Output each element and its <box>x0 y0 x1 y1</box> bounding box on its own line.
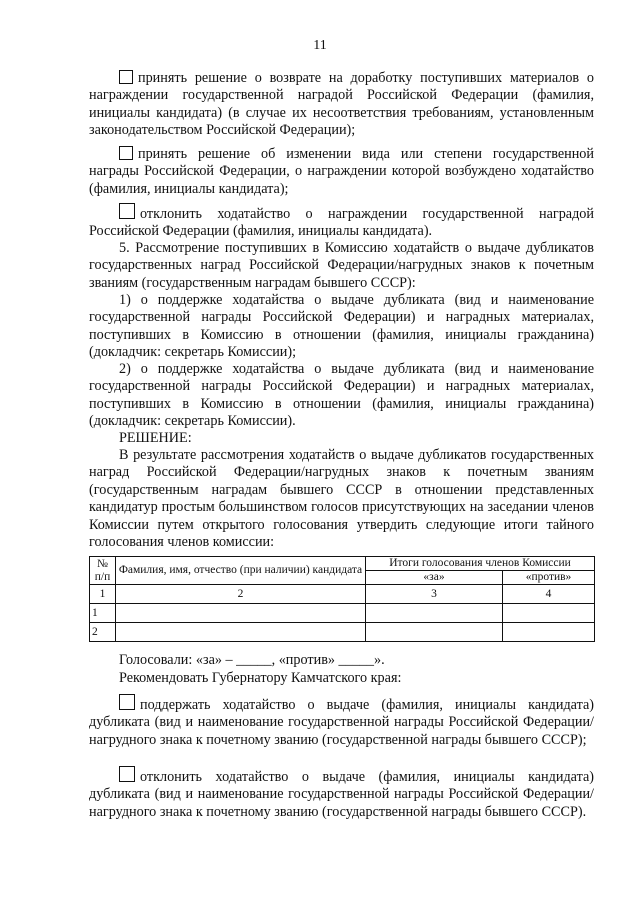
recommend-line: Рекомендовать Губернатору Камчатского края: <box>119 670 402 686</box>
option-reject-text: отклонить ходатайство о награждении государственной наградой Российской Федерации (фамилия, инициалы кандидата). <box>89 206 594 240</box>
table-cell: 4 <box>503 585 595 604</box>
option-reject-paragraph <box>89 203 594 241</box>
table-cell: 1 <box>90 585 116 604</box>
table-cell[interactable] <box>503 604 595 623</box>
option-support-paragraph <box>89 694 594 749</box>
option-support-text: поддержать ходатайство о выдаче (фамилия, инициалы кандидата) дубликата (вид и наименование государственной награды Российской Федерации/нагрудного знака к почетному званию (государственной награды бывшего СССР); <box>89 697 594 748</box>
voted-line: Голосовали: «за» – _____, «против» _____». <box>119 652 385 668</box>
table-cell: 1 <box>90 604 116 623</box>
option-change-text: принять решение об изменении вида или степени государственной награды Российской Федерации, о награждении которой возбуждено ходатайство (фамилия, инициалы кандидата); <box>89 146 594 197</box>
table-cell[interactable] <box>503 623 595 642</box>
table-header-row <box>90 557 595 571</box>
table-cell: 2 <box>90 623 116 642</box>
section-5-heading: 5. Рассмотрение поступивших в Комиссию ходатайств о выдаче дубликатов государственных наград Российской Федерации/нагрудных знаков к почетным званиям (государственным наградам бывшего СССР): <box>89 240 594 291</box>
item-2-paragraph: 2) о поддержке ходатайства о выдаче дубликата (вид и наименование государственной награды Российской Федерации) и наградных материалах, поступивших в Комиссию в отношении (фамилия, инициалы гражданина) (докладчик: секретарь Комиссии). <box>89 361 594 430</box>
checkbox-support[interactable] <box>119 694 135 710</box>
table-cell: 3 <box>366 585 503 604</box>
header-number: № п/п <box>90 557 116 585</box>
table-row <box>90 604 595 623</box>
header-against: «против» <box>503 571 595 585</box>
table-cell[interactable] <box>116 604 366 623</box>
table-cell: 2 <box>116 585 366 604</box>
option-decline-text: отклонить ходатайство о выдаче (фамилия, инициалы кандидата) дубликата (вид и наименование государственной награды Российской Федерации/нагрудного знака к почетному званию (государственной награды бывшего СССР). <box>89 769 594 820</box>
voting-results-table <box>89 556 595 642</box>
page-number: 11 <box>313 38 327 53</box>
table-row <box>90 623 595 642</box>
table-cell[interactable] <box>366 623 503 642</box>
table-cell[interactable] <box>116 623 366 642</box>
table-cell[interactable] <box>366 604 503 623</box>
table-index-row <box>90 585 595 604</box>
header-for: «за» <box>366 571 503 585</box>
checkbox-change[interactable] <box>119 146 133 160</box>
header-results: Итоги голосования членов Комиссии <box>366 557 595 571</box>
option-decline-paragraph <box>89 766 594 821</box>
checkbox-return[interactable] <box>119 70 133 84</box>
decision-heading: РЕШЕНИЕ: <box>119 430 192 446</box>
option-return-text: принять решение о возврате на доработку поступивших материалов о награждении государственной наградой Российской Федерации (фамилия, инициалы кандидата) (в случае их несоответствия требованиям, установленным законодательством Российской Федерации); <box>89 70 594 139</box>
checkbox-reject[interactable] <box>119 203 135 219</box>
checkbox-decline[interactable] <box>119 766 135 782</box>
header-name: Фамилия, имя, отчество (при наличии) кандидата <box>116 557 366 585</box>
item-1-paragraph: 1) о поддержке ходатайства о выдаче дубликата (вид и наименование государственной награды Российской Федерации) и наградных материалах, поступивших в Комиссию в отношении (фамилия, инициалы гражданина) (докладчик: секретарь Комиссии); <box>89 292 594 361</box>
decision-paragraph: В результате рассмотрения ходатайств о выдаче дубликатов государственных наград Российской Федерации/нагрудных знаков к почетным званиям (государственным наградам бывшего СССР в отношении представленных кандидатур простым большинством голосов присутствующих на заседании членов Комиссии путем открытого голосования утвердить следующие итоги тайного голосования членов комиссии: <box>89 447 594 551</box>
option-return-paragraph <box>89 70 594 140</box>
option-change-paragraph <box>89 146 594 198</box>
